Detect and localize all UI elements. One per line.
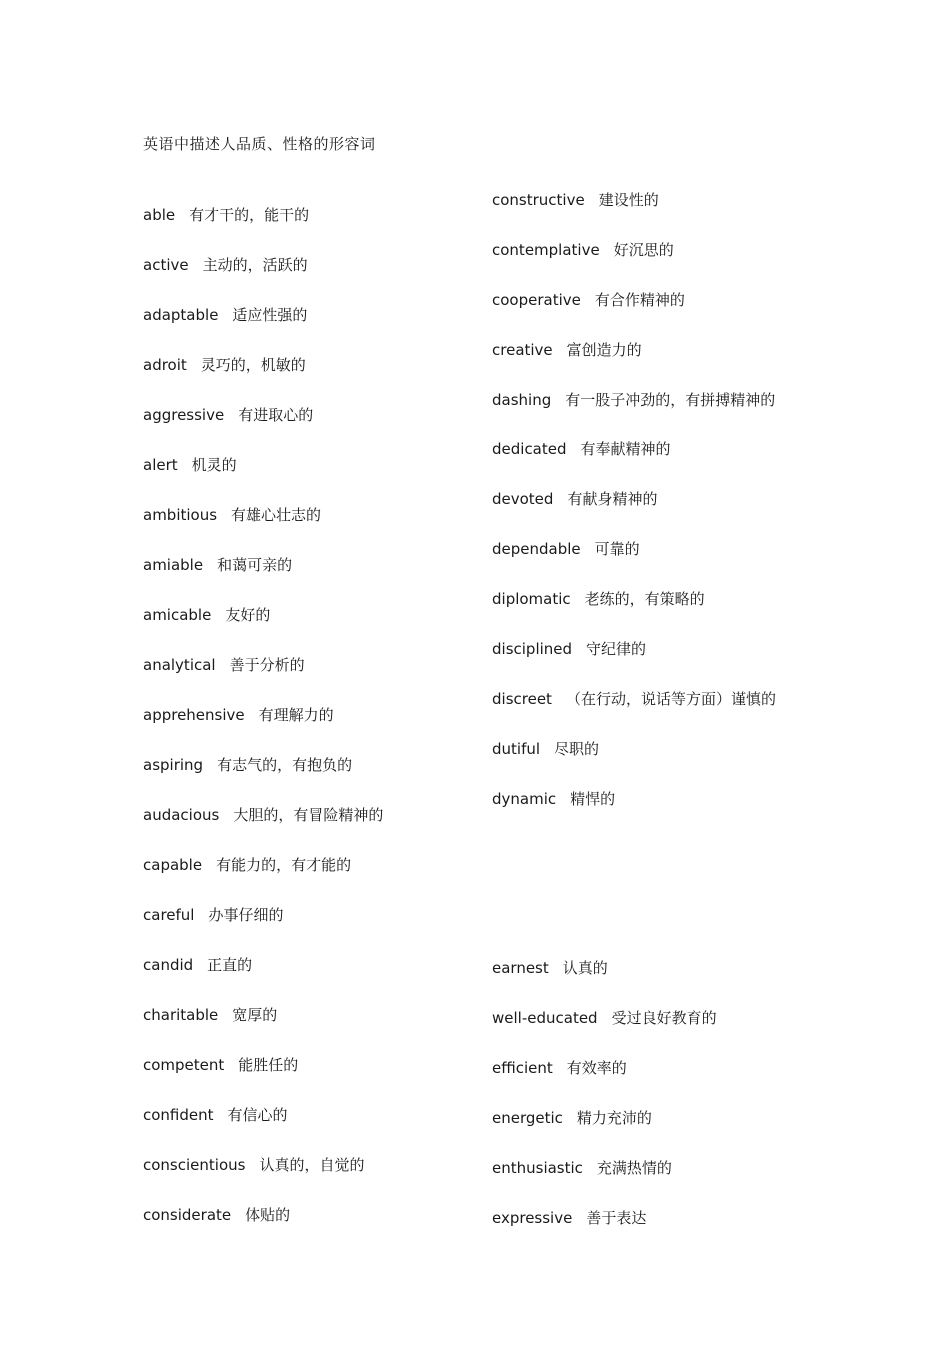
- chinese-meaning: 认真的，自觉的: [259, 1156, 365, 1174]
- english-word: dutiful: [492, 739, 541, 758]
- vocab-entry: [492, 787, 776, 837]
- chinese-meaning: （在行动，说话等方面）谨慎的: [565, 689, 776, 708]
- vocab-entry: [143, 403, 383, 453]
- english-word: aggressive: [143, 406, 225, 424]
- chinese-meaning: 有志气的，有抱负的: [217, 756, 353, 774]
- chinese-meaning: 老练的，有策略的: [584, 590, 705, 609]
- vocab-entry: [143, 203, 383, 253]
- right-column-bottom: [492, 956, 717, 1256]
- vocab-entry: [492, 338, 776, 388]
- chinese-meaning: 有进取心的: [238, 406, 314, 424]
- chinese-meaning: 守纪律的: [586, 640, 647, 659]
- vocab-entry: [492, 1056, 717, 1106]
- chinese-meaning: 认真的: [562, 959, 608, 977]
- english-word: dashing: [492, 390, 552, 409]
- chinese-meaning: 有信心的: [227, 1106, 288, 1124]
- english-word: capable: [143, 856, 203, 874]
- chinese-meaning: 宽厚的: [232, 1006, 278, 1024]
- vocab-entry: [143, 503, 383, 553]
- vocab-entry: [492, 288, 776, 338]
- english-word: dynamic: [492, 789, 557, 808]
- vocab-entry: [143, 353, 383, 403]
- english-word: adaptable: [143, 306, 219, 324]
- chinese-meaning: 有一股子冲劲的，有拼搏精神的: [565, 390, 776, 409]
- chinese-meaning: 大胆的，有冒险精神的: [233, 806, 384, 824]
- english-word: well-educated: [492, 1009, 598, 1027]
- english-word: dedicated: [492, 440, 567, 459]
- vocab-entry: [492, 487, 776, 537]
- english-word: disciplined: [492, 640, 573, 659]
- chinese-meaning: 充满热情的: [596, 1159, 672, 1177]
- vocab-entry: [492, 587, 776, 637]
- vocab-entry: [492, 388, 776, 438]
- chinese-meaning: 和蔼可亲的: [217, 556, 293, 574]
- chinese-meaning: 富创造力的: [566, 340, 642, 359]
- chinese-meaning: 好沉思的: [613, 240, 674, 259]
- chinese-meaning: 体贴的: [245, 1206, 291, 1224]
- vocab-entry: [143, 303, 383, 353]
- vocab-entry: [143, 853, 383, 903]
- chinese-meaning: 有奉献精神的: [580, 440, 671, 459]
- right-column-top: [492, 188, 776, 837]
- vocab-entry: [492, 1206, 717, 1256]
- vocab-entry: [492, 238, 776, 288]
- vocab-entry: [143, 1003, 383, 1053]
- english-word: dependable: [492, 540, 581, 559]
- vocab-entry: [143, 253, 383, 303]
- vocab-entry: [143, 603, 383, 653]
- left-column: [143, 203, 383, 1253]
- english-word: alert: [143, 456, 178, 474]
- english-word: earnest: [492, 959, 549, 977]
- english-word: able: [143, 206, 176, 224]
- vocab-entry: [143, 753, 383, 803]
- chinese-meaning: 能胜任的: [238, 1056, 299, 1074]
- english-word: discreet: [492, 689, 552, 708]
- chinese-meaning: 办事仔细的: [208, 906, 284, 924]
- vocab-entry: [492, 687, 776, 737]
- chinese-meaning: 有雄心壮志的: [231, 506, 322, 524]
- english-word: conscientious: [143, 1156, 246, 1174]
- english-word: considerate: [143, 1206, 232, 1224]
- english-word: competent: [143, 1056, 225, 1074]
- page-title: 英语中描述人品质、性格的形容词: [143, 135, 376, 153]
- chinese-meaning: 精悍的: [570, 789, 616, 808]
- chinese-meaning: 适应性强的: [232, 306, 308, 324]
- vocab-entry: [492, 1106, 717, 1156]
- english-word: ambitious: [143, 506, 218, 524]
- chinese-meaning: 有合作精神的: [594, 290, 685, 309]
- chinese-meaning: 可靠的: [594, 540, 640, 559]
- vocab-entry: [492, 537, 776, 587]
- english-word: energetic: [492, 1109, 563, 1127]
- vocab-entry: [492, 1156, 717, 1206]
- vocab-entry: [143, 553, 383, 603]
- english-word: cooperative: [492, 290, 581, 309]
- vocab-entry: [492, 188, 776, 238]
- vocab-entry: [143, 453, 383, 503]
- vocab-entry: [143, 1203, 383, 1253]
- english-word: aspiring: [143, 756, 204, 774]
- chinese-meaning: 主动的，活跃的: [202, 256, 308, 274]
- english-word: charitable: [143, 1006, 219, 1024]
- english-word: amicable: [143, 606, 212, 624]
- chinese-meaning: 有理解力的: [258, 706, 334, 724]
- english-word: contemplative: [492, 240, 600, 259]
- chinese-meaning: 有献身精神的: [567, 490, 658, 509]
- chinese-meaning: 受过良好教育的: [611, 1009, 717, 1027]
- english-word: amiable: [143, 556, 204, 574]
- vocab-entry: [143, 903, 383, 953]
- chinese-meaning: 有能力的，有才能的: [216, 856, 352, 874]
- english-word: expressive: [492, 1209, 573, 1227]
- english-word: adroit: [143, 356, 187, 374]
- english-word: confident: [143, 1106, 214, 1124]
- chinese-meaning: 正直的: [207, 956, 253, 974]
- vocab-entry: [143, 1053, 383, 1103]
- chinese-meaning: 精力充沛的: [576, 1109, 652, 1127]
- english-word: enthusiastic: [492, 1159, 583, 1177]
- english-word: candid: [143, 956, 194, 974]
- vocab-entry: [143, 803, 383, 853]
- chinese-meaning: 建设性的: [598, 191, 659, 209]
- chinese-meaning: 机灵的: [191, 456, 237, 474]
- vocab-entry: [492, 437, 776, 487]
- vocab-entry: [492, 1006, 717, 1056]
- english-word: analytical: [143, 656, 216, 674]
- chinese-meaning: 尽职的: [554, 739, 600, 758]
- english-word: constructive: [492, 191, 585, 209]
- chinese-meaning: 善于分析的: [229, 656, 305, 674]
- english-word: efficient: [492, 1059, 553, 1077]
- chinese-meaning: 有效率的: [566, 1059, 627, 1077]
- vocab-entry: [492, 737, 776, 787]
- chinese-meaning: 善于表达: [586, 1209, 647, 1227]
- english-word: creative: [492, 340, 553, 359]
- vocab-entry: [143, 953, 383, 1003]
- english-word: careful: [143, 906, 195, 924]
- english-word: audacious: [143, 806, 220, 824]
- chinese-meaning: 友好的: [225, 606, 271, 624]
- english-word: apprehensive: [143, 706, 245, 724]
- chinese-meaning: 灵巧的，机敏的: [200, 356, 306, 374]
- vocab-entry: [143, 653, 383, 703]
- vocab-entry: [492, 956, 717, 1006]
- chinese-meaning: 有才干的，能干的: [189, 206, 310, 224]
- vocab-entry: [492, 637, 776, 687]
- english-word: diplomatic: [492, 590, 571, 609]
- vocab-entry: [143, 1153, 383, 1203]
- english-word: devoted: [492, 490, 554, 509]
- vocab-entry: [143, 703, 383, 753]
- vocab-entry: [143, 1103, 383, 1153]
- english-word: active: [143, 256, 189, 274]
